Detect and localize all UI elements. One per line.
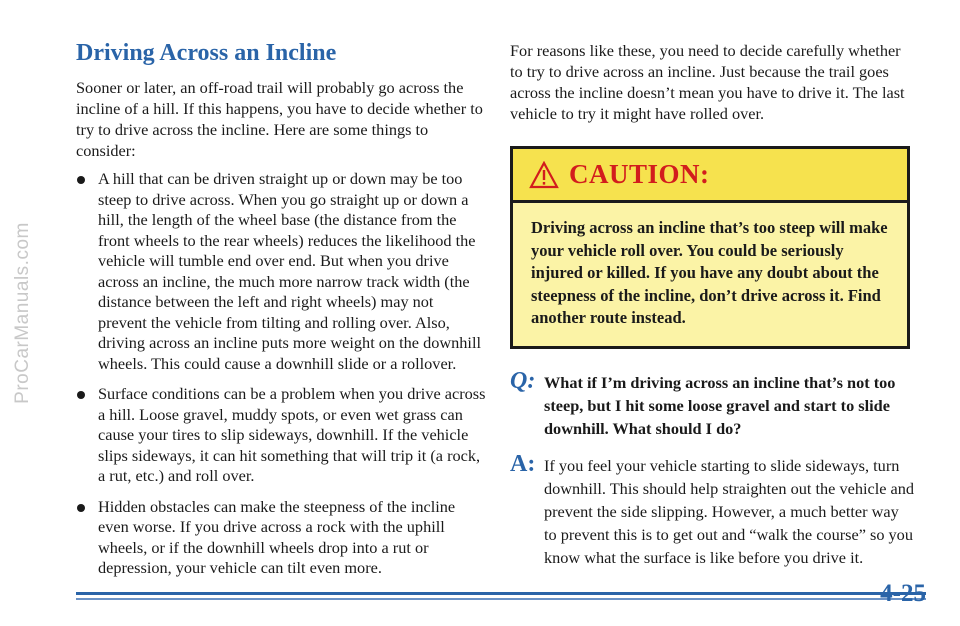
- left-column: [76, 40, 486, 589]
- bullet-icon: [77, 504, 85, 512]
- right-column: [510, 40, 915, 569]
- caution-header: [513, 149, 907, 203]
- list-item: [76, 169, 486, 374]
- question-block: [510, 367, 915, 440]
- list-item: [76, 497, 486, 579]
- reasons-paragraph: For reasons like these, you need to decide carefully whether to try to drive across an incline. Just because the trail goes across the incline doesn’t mean you have to drive it. The last vehicle to try it might have rolled over.: [510, 41, 905, 123]
- question-text: What if I’m driving across an incline that’s not too steep, but I hit some loose gravel and start to slide downhill. What should I do?: [544, 372, 896, 438]
- warning-triangle-icon: [529, 161, 559, 189]
- intro-paragraph: Sooner or later, an off-road trail will probably go across the incline of a hill. If this happens, you have to decide whether to try to drive across the incline. Here are some things to consider:: [76, 78, 483, 160]
- page-number: 4-25: [880, 580, 926, 607]
- list-item-text: Hidden obstacles can make the steepness of the incline even worse. If you drive across a rock with the uphill wheels, or if the downhill wheels drop into a rut or depression, your vehicle can tilt even more.: [98, 496, 456, 577]
- bullet-icon: [77, 176, 85, 184]
- question-mark-label: Q:: [510, 367, 536, 394]
- answer-text: If you feel your vehicle starting to slide sideways, turn downhill. This should help straighten out the vehicle and prevent the side slipping. However, a much better way to prevent this is to get out and “walk the course” so you know what the surface is like before you drive it.: [544, 455, 915, 567]
- footer-rule-thin: [76, 598, 926, 600]
- answer-block: [510, 450, 915, 569]
- list-item-text: A hill that can be driven straight up or down may be too steep to drive across. When you go straight up or down a hill, the length of the wheel base (the distance from the front wheels to the rear wheels) reduces the likelihood the vehicle will tumble end over end. But when you drive across an incline, the much more narrow track width (the distance between the left and right wheels) may not prevent the vehicle from tilting and rolling over. Also, driving across an incline puts more weight on the downhill wheels. This could cause a downhill slide or a rollover.: [98, 169, 481, 373]
- caution-box: [510, 146, 910, 349]
- caution-text: Driving across an incline that’s too steep will make your vehicle roll over. You could be seriously injured or killed. If you have any doubt about the steepness of the incline, don’t drive across it. Find another route instead.: [531, 218, 888, 327]
- footer-rule: [76, 592, 926, 595]
- list-item: [76, 384, 486, 487]
- list-item-text: Surface conditions can be a problem when you drive across a hill. Loose gravel, muddy spots, or even wet grass can cause your tires to slip sideways, downhill. If the vehicle slips sideways, it can hit something that will trip it (a rock, a rut, etc.) and roll over.: [98, 384, 486, 485]
- consideration-list: [76, 169, 486, 579]
- bullet-icon: [77, 391, 85, 399]
- caution-label: CAUTION:: [569, 159, 710, 189]
- section-heading: Driving Across an Incline: [76, 40, 337, 66]
- answer-mark-label: A:: [510, 450, 536, 477]
- watermark: [6, 0, 40, 626]
- watermark-text: ProCarManuals.com: [12, 222, 34, 404]
